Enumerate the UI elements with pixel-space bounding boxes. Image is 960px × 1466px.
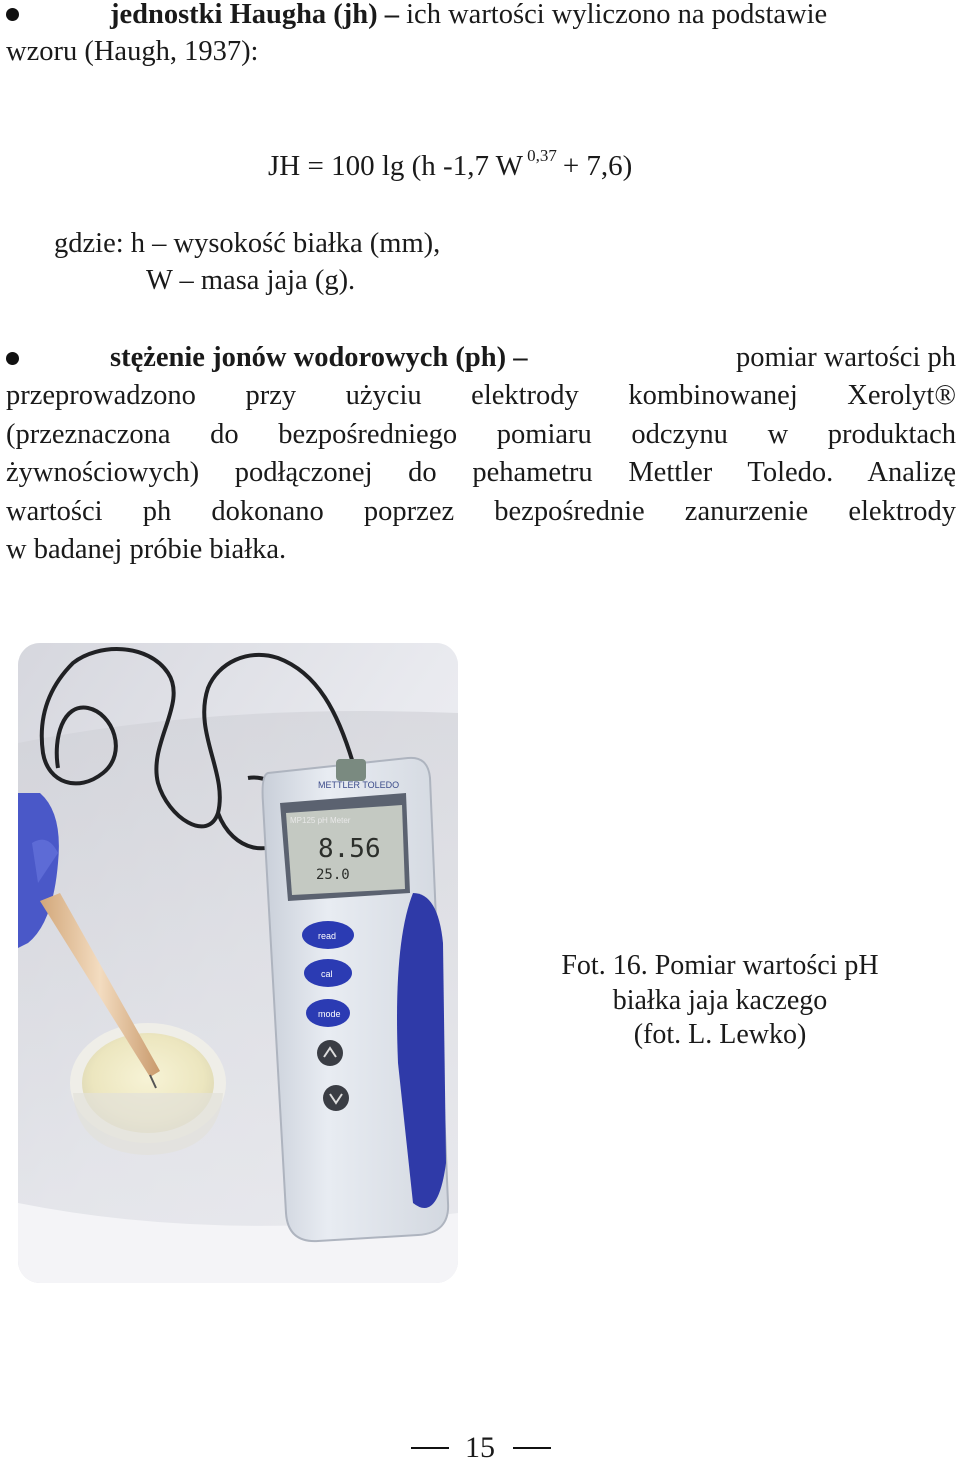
arrow-up-button: [317, 1040, 343, 1066]
haugh-title: jednostki Haugha (jh) –: [110, 0, 400, 30]
haugh-intro-rest: ich wartości wyliczono na podstawie: [406, 0, 828, 30]
bullet-marker: [6, 8, 19, 21]
page-number-dash-right: [513, 1447, 551, 1449]
photo-caption-line-1: Fot. 16. Pomiar wartości pH: [561, 950, 879, 981]
ph-meter-photo: [18, 643, 458, 1283]
legend-line-1: gdzie: h – wysokość białka (mm),: [54, 228, 441, 259]
bullet-marker: [6, 352, 19, 365]
ph-line-5: wartości ph dokonano poprzez bezpośrednie zanurzenie elektrody: [6, 495, 956, 527]
formula-tail: + 7,6): [562, 150, 633, 182]
photo-illustration: [18, 643, 458, 1283]
ph-line-6: w badanej próbie białka.: [6, 534, 287, 565]
display-ph-value: 8.56: [318, 834, 381, 864]
formula-main: JH = 100 lg (h -1,7 W: [268, 150, 524, 182]
ph-line-1: pomiar wartości ph: [735, 342, 956, 373]
cable-connector: [336, 759, 366, 781]
ph-line-2: przeprowadzono przy użyciu elektrody kombinowanej Xerolyt®: [6, 380, 956, 411]
formula-exponent: 0,37: [527, 146, 557, 165]
mode-button-label: mode: [318, 1009, 341, 1019]
ph-title: stężenie jonów wodorowych (ph) –: [110, 342, 528, 373]
read-button-label: read: [318, 931, 337, 941]
page-number: 15: [465, 1431, 495, 1464]
meter-brand: METTLER TOLEDO: [318, 780, 400, 790]
photo-caption-line-2: białka jaja kaczego: [612, 985, 828, 1016]
photo-caption-line-3: (fot. L. Lewko): [633, 1019, 807, 1050]
haugh-intro-line: [110, 0, 827, 34]
legend-line-2: W – masa jaja (g).: [146, 265, 356, 296]
meter-model: MP125 pH Meter: [290, 816, 351, 825]
arrow-down-button: [323, 1085, 349, 1111]
display-temperature: 25.0: [316, 867, 350, 883]
ph-line-4: żywnościowych) podłączonej do pehametru Mettler Toledo. Analizę: [6, 457, 956, 488]
haugh-intro-line2: wzoru (Haugh, 1937):: [6, 36, 259, 67]
haugh-formula: [268, 148, 632, 188]
cal-button-label: cal: [321, 969, 333, 979]
ph-title-line: [110, 339, 956, 377]
ph-line-3: (przeznaczona do bezpośredniego pomiaru odczynu w produktach: [6, 418, 956, 450]
